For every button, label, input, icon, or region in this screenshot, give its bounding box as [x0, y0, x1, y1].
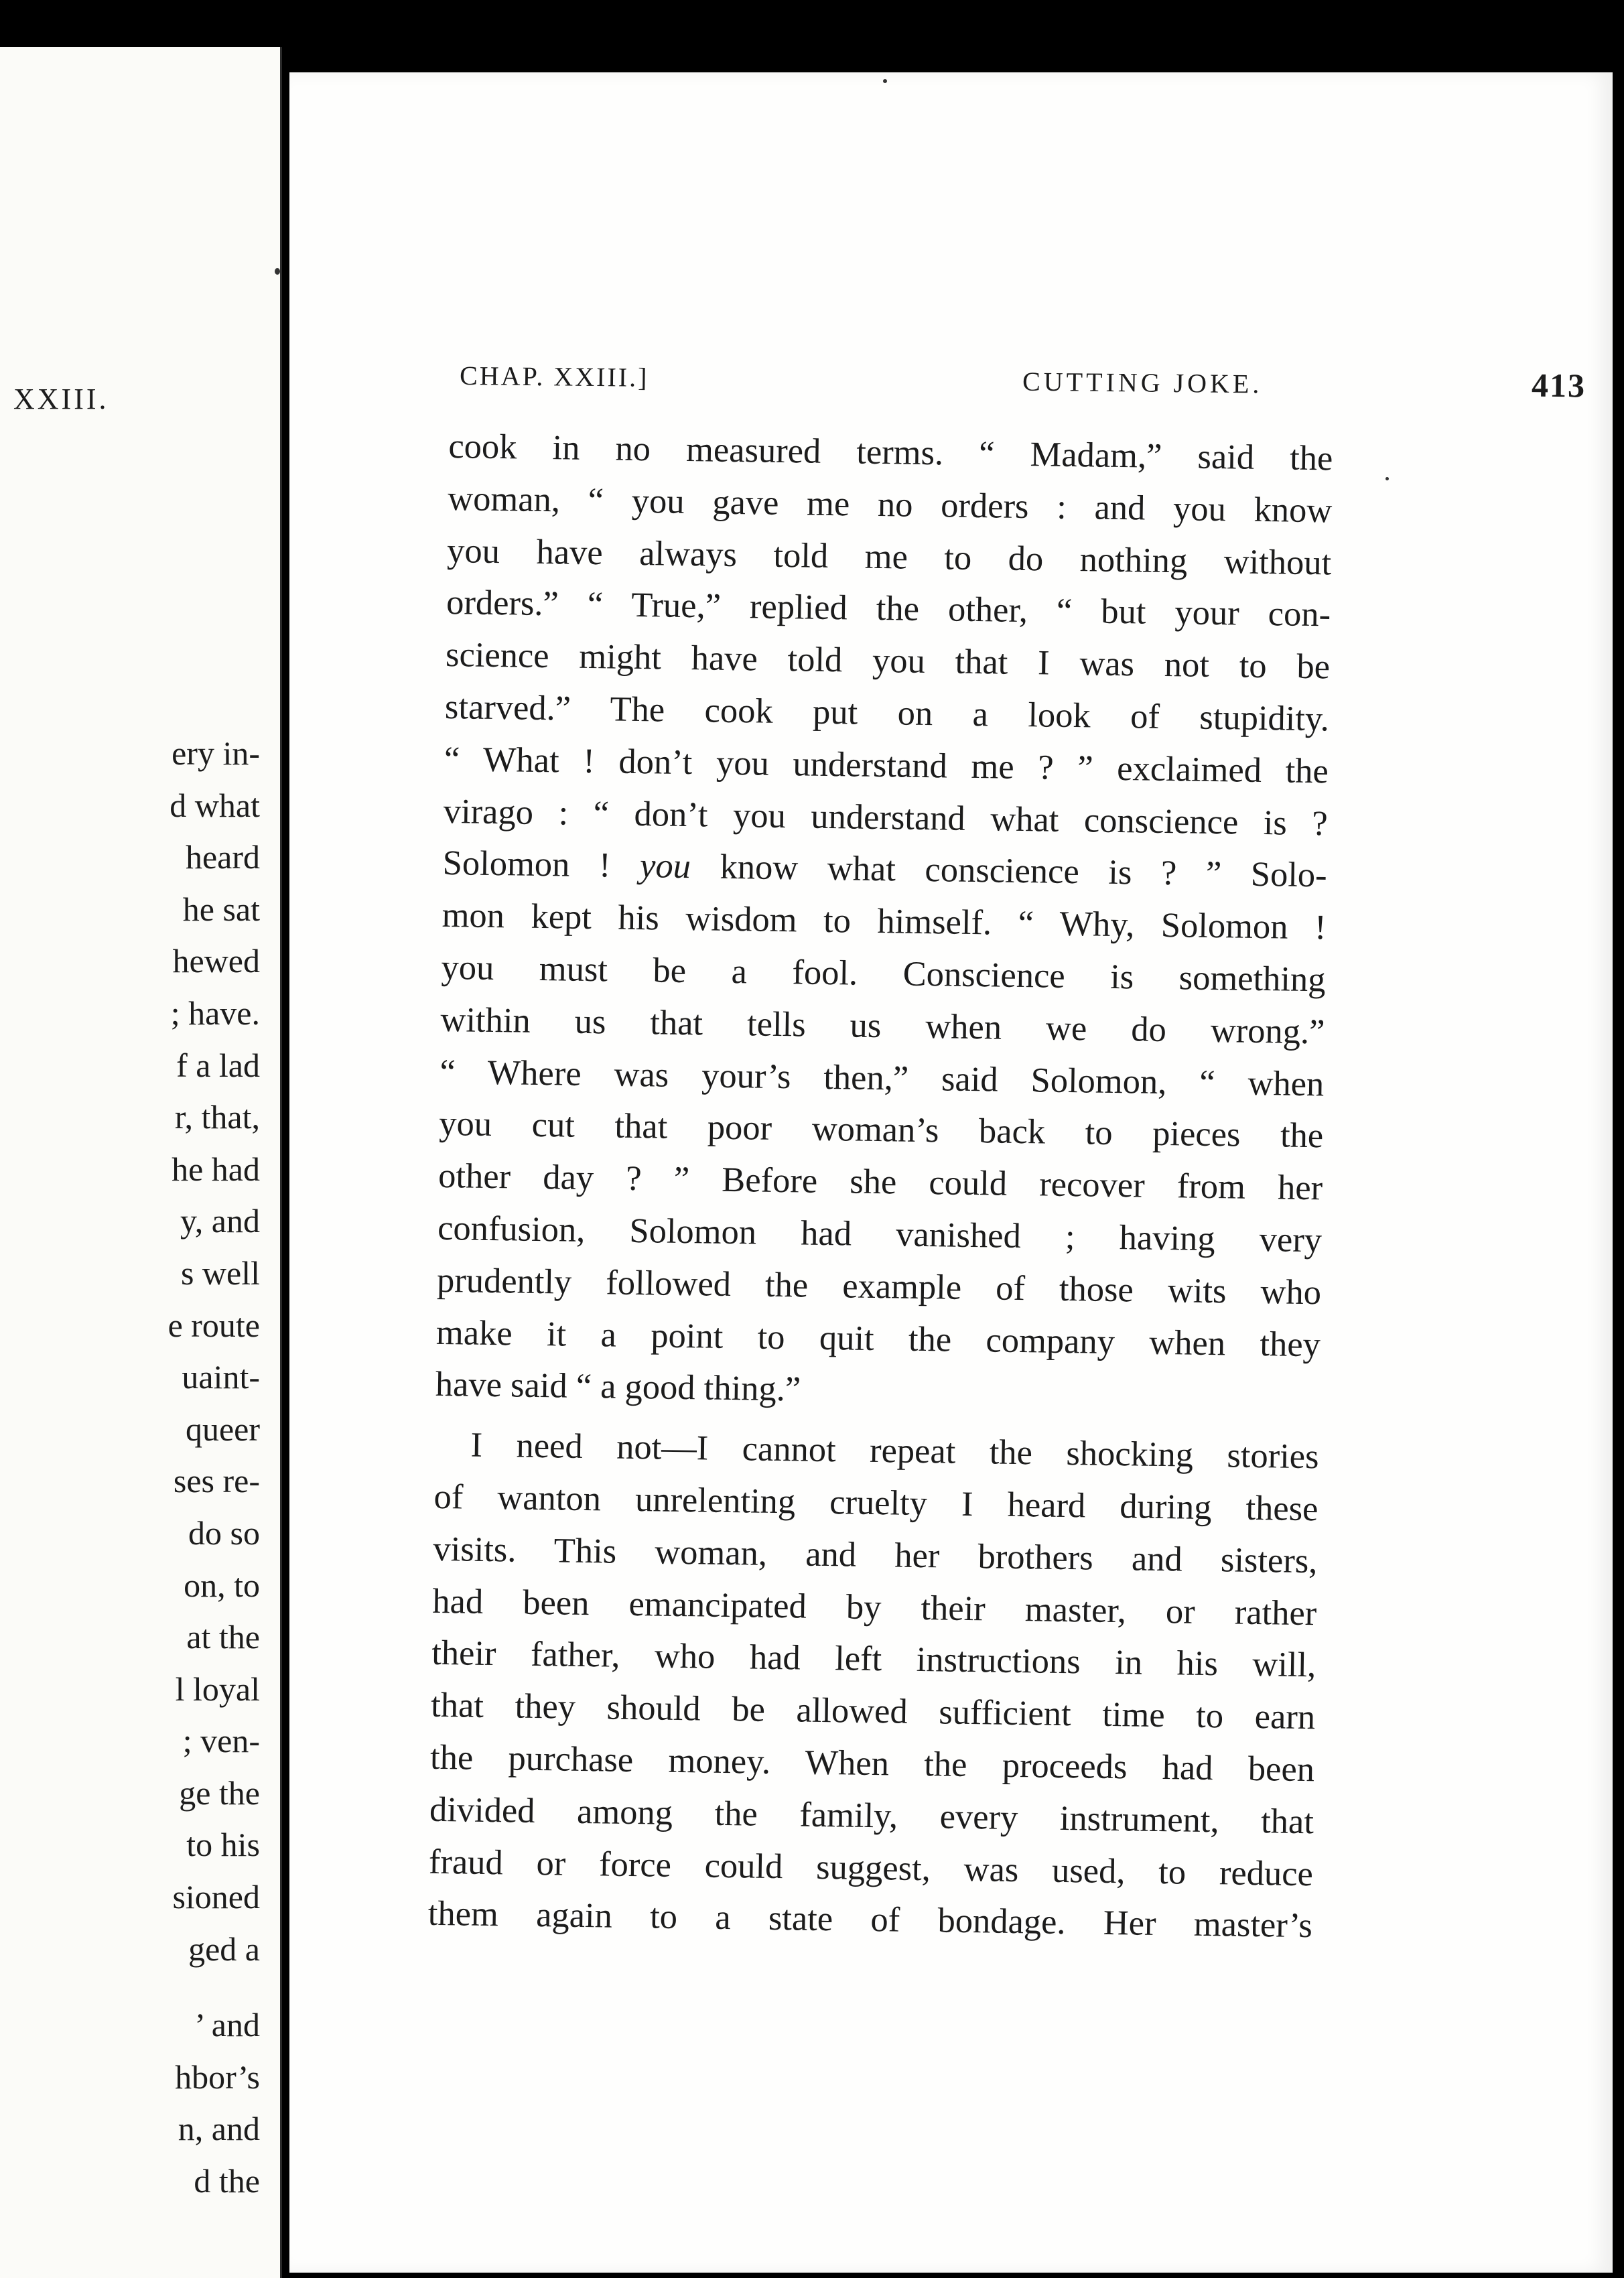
text-line: that they should be allowed sufficient time to earn: [430, 1685, 1316, 1737]
previous-page-line: sioned: [172, 1878, 260, 1916]
text-line: woman, “ you gave me no orders : and you know: [447, 478, 1333, 531]
previous-page-line: d the: [194, 2162, 260, 2200]
previous-page-line: e route: [167, 1306, 260, 1344]
previous-page-line: ses re-: [173, 1462, 260, 1500]
previous-page-line: ged a: [188, 1930, 260, 1968]
text-line: I need not—I cannot repeat the shocking stories: [470, 1425, 1319, 1477]
previous-page-running-head: XXIII.: [13, 383, 109, 415]
previous-page-fragment: [0, 47, 282, 2278]
text-line: confusion, Solomon had vanished ; having very: [437, 1208, 1323, 1260]
previous-page-line: r, that,: [174, 1098, 260, 1136]
text-line: you must be a fool. Conscience is something: [441, 947, 1326, 1000]
text-line: orders.” “ True,” replied the other, “ but your con-: [446, 583, 1331, 634]
text-line: their father, who had left instructions in his will,: [431, 1633, 1316, 1685]
previous-page-line: on, to: [184, 1566, 260, 1604]
previous-page-line: he sat: [182, 890, 260, 928]
previous-page-line: l loyal: [175, 1670, 260, 1708]
text-line: other day ? ” Before she could recover from her: [437, 1156, 1323, 1208]
text-line: you cut that poor woman’s back to pieces the: [438, 1104, 1324, 1156]
previous-page-line: ’ and: [194, 2006, 260, 2044]
paragraph-gap: [5, 1975, 260, 1999]
previous-page-line: at the: [186, 1618, 260, 1656]
text-line: have said “ a good thing.”: [435, 1365, 801, 1409]
previous-page-text: [5, 728, 260, 2208]
previous-page-line: y, and: [180, 1202, 260, 1240]
text-line: mon kept his wisdom to himself. “ Why, Solomon !: [442, 896, 1327, 947]
previous-page-line: f a lad: [176, 1046, 260, 1084]
text-line: within us that tells us when we do wrong.”: [440, 1000, 1325, 1052]
previous-page-line: he had: [172, 1150, 260, 1188]
text-line: them again to a state of bondage. Her master’s: [427, 1894, 1313, 1946]
text-line: virago : “ don’t you understand what conscience is ?: [443, 791, 1329, 843]
previous-page-line: ; have.: [170, 994, 260, 1032]
previous-page-line: to his: [186, 1826, 260, 1864]
italic-emphasis: you: [639, 846, 691, 886]
text-line: had been emancipated by their master, or rather: [432, 1581, 1317, 1633]
text-line: cook in no measured terms. “ Madam,” said the: [448, 426, 1333, 478]
text-line: visits. This woman, and her brothers and sisters,: [433, 1529, 1318, 1581]
previous-page-line: d what: [170, 786, 260, 824]
previous-page-line: queer: [185, 1410, 260, 1448]
previous-page-line: do so: [188, 1514, 260, 1552]
book-page: [289, 72, 1613, 2273]
running-title: CUTTING JOKE.: [1022, 366, 1263, 399]
dust-speck: [1385, 477, 1389, 480]
text-line: fraud or force could suggest, was used, to reduce: [428, 1842, 1314, 1893]
page-number: 413: [1531, 366, 1586, 405]
text-run: know what conscience is ? ” Solo-: [690, 847, 1328, 895]
text-line: the purchase money. When the proceeds had been: [429, 1737, 1315, 1790]
previous-page-line: hewed: [172, 942, 260, 980]
text-line: make it a point to quit the company when they: [435, 1313, 1321, 1364]
text-line: “ What ! don’t you understand me ? ” exclaimed the: [444, 739, 1329, 791]
previous-page-line: ery in-: [172, 734, 260, 772]
previous-page-line: s well: [180, 1254, 260, 1292]
previous-page-line: ge the: [179, 1773, 260, 1812]
previous-page-line: ; ven-: [182, 1722, 260, 1760]
text-line: you have always told me to do nothing without: [446, 531, 1332, 583]
previous-page-line: uaint-: [182, 1358, 260, 1396]
dust-speck: [883, 79, 887, 83]
previous-page-line: n, and: [178, 2110, 260, 2148]
text-run: Solomon !: [442, 844, 640, 886]
text-line: “ Where was your’s then,” said Solomon, “ when: [439, 1052, 1325, 1103]
dust-speck: [275, 268, 280, 275]
text-line: prudently followed the example of those wits who: [436, 1260, 1322, 1313]
page-body-text: [427, 421, 1333, 1952]
text-line: divided among the family, every instrument, that: [429, 1790, 1314, 1841]
previous-page-line: heard: [185, 838, 260, 876]
text-line: starved.” The cook put on a look of stupidity.: [444, 687, 1330, 739]
chapter-label: CHAP. XXIII.]: [459, 360, 649, 393]
running-head: [460, 354, 1624, 420]
text-line: of wanton unrelenting cruelty I heard during these: [433, 1477, 1318, 1529]
previous-page-line: hbor’s: [175, 2058, 260, 2096]
text-line: science might have told you that I was not to be: [445, 635, 1331, 687]
